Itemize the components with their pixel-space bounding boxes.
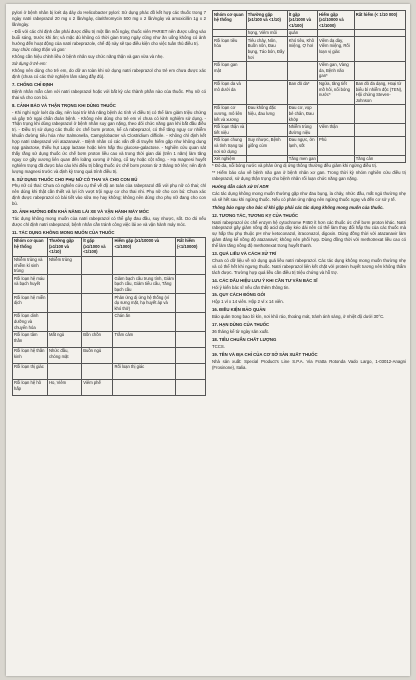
intro-paragraph: - Đối với các chỉ định cần phải được điều trị một lần mỗi ngày, thuốc viên PARIET nên được uống vào buổi sáng, trước khi ăn; và mặc dù không có thời gian trong ngày cũng như ăn uống không có ảnh hưởng đến hoạt động của natri rabeprazole, chế độ này sẽ tạo điều kiện cho việc tuân thủ điều trị. bbox=[12, 28, 206, 46]
adr-notice: Thông báo ngay cho bác sĩ khi gặp phải các tác dụng không mong muốn của thuốc. bbox=[212, 204, 384, 210]
section-body: Phụ nữ có thai: Chưa có nghiên cứu cụ thể về độ an toàn của rabeprazol đối với phụ nữ có thai; chỉ nên dùng khi thật cần thiết và lợi ích vượt trội nguy cơ cho thai nhi. Phụ nữ cho con bú: Chưa xác định được rabeprazol có bài tiết vào sữa mẹ hay không; không nên dùng cho phụ nữ đang cho con bú. bbox=[12, 183, 206, 207]
frequency-cell bbox=[246, 123, 287, 136]
organ-system-cell: Rối loạn da và mô dưới da bbox=[213, 80, 247, 104]
frequency-cell: Viêm dạ dày, Viêm miệng, Rối loạn vị giác bbox=[318, 37, 355, 61]
table-row bbox=[13, 256, 206, 275]
section-body: 36 tháng kể từ ngày sản xuất. bbox=[212, 329, 269, 334]
frequency-cell: Rối loạn thị giác bbox=[113, 363, 176, 379]
adverse-effects-table bbox=[12, 237, 206, 396]
frequency-cell bbox=[48, 312, 82, 331]
adr-guidance: Các tác dụng không mong muốn thường gặp như đau bụng, ỉa chảy, nhức đầu, mất ngủ thường nhẹ và sẽ hết sau khi ngừng thuốc. Nếu có phản ứng nặng nên ngừng thuốc ngay và đến cơ sở y tế. bbox=[212, 190, 406, 202]
frequency-cell bbox=[246, 155, 287, 163]
section-heading: 9. SỬ DỤNG THUỐC CHO PHỤ NỮ CÓ THAI VÀ CHO CON BÚ bbox=[12, 176, 138, 182]
table-row bbox=[13, 294, 206, 313]
intro-subheading: Suy chức năng thận và gan: bbox=[12, 47, 66, 53]
organ-system-cell: Rối loạn thận và tiết niệu bbox=[214, 124, 245, 135]
table-note: * Đỏ da, nổi bóng nước và phản ứng dị ứng thông thường đều giảm khi ngừng điều trị. bbox=[212, 163, 378, 169]
section-heading: 10. ẢNH HƯỞNG ĐẾN KHẢ NĂNG LÁI XE VÀ VẬN HÀNH MÁY MÓC bbox=[12, 209, 150, 215]
frequency-cell bbox=[82, 294, 113, 313]
intro-paragraph: pylori ở bệnh nhân bị loét dạ dày do Helicobacter pylori: Sử dụng phác đồ kết hợp các thuốc trong 7 ngày natri rabeprazol 20 mg x 2 lần/ngày, clarithromycin 500 mg x 2 lần/ngày và amoxicillin 1g x 2 lần/ngày. bbox=[12, 10, 206, 27]
table-header-cell: Ít gặp (≥1/1000 và <1/100) bbox=[82, 237, 113, 256]
table-row bbox=[213, 61, 406, 80]
adverse-effects-table-continued bbox=[212, 10, 406, 163]
section-body: Natri rabeprazol ức chế enzym hệ cytochrome P450 ít hơn các thuốc ức chế bơm proton khác. Natri rabeprazol gây giảm nồng độ acid dạ dày kéo dài nên có thể làm thay đổi hấp thu của các thuốc mà sự hấp thu phụ thuộc pH như ketoconazol, itraconazol, digoxin. Dùng đồng thời với atazanavir làm giảm đáng kể nồng độ atazanavir; không nên phối hợp. Dùng đồng thời với methotrexat liều cao có thể làm tăng nồng độ methotrexat trong huyết thanh. bbox=[212, 219, 406, 249]
frequency-cell: Suy nhược, Bệnh giống cúm bbox=[246, 136, 287, 155]
table-row bbox=[13, 312, 206, 331]
organ-system-cell: Rối loạn hệ miễn dịch bbox=[13, 294, 48, 313]
organ-system-cell: Rối loạn hệ hô hấp bbox=[13, 379, 48, 395]
organ-system-cell bbox=[213, 29, 247, 37]
frequency-cell: Viêm phế bbox=[82, 379, 113, 395]
frequency-cell: Giảm bạch cầu trung tính, Giảm bạch cầu, Giảm tiểu cầu, Tăng bạch cầu bbox=[114, 275, 174, 292]
frequency-cell: Buồn ngủ bbox=[82, 347, 113, 363]
table-header-cell: Thường gặp (≥1/100 và <1/10) bbox=[48, 237, 82, 256]
frequency-cell bbox=[82, 363, 113, 379]
organ-system-cell: Xét nghiệm bbox=[213, 155, 247, 163]
table-header-cell: Nhóm cơ quan hệ thống bbox=[213, 11, 247, 30]
right-column bbox=[212, 10, 406, 371]
table-row bbox=[13, 347, 206, 363]
frequency-cell bbox=[176, 363, 206, 379]
frequency-cell bbox=[318, 29, 355, 37]
table-header-cell: Ít gặp (≥1/1000 và <1/100) bbox=[287, 11, 317, 30]
frequency-cell bbox=[318, 104, 355, 123]
leaflet-page bbox=[6, 4, 410, 676]
frequency-cell: Nhức đầu, chóng mặt bbox=[48, 347, 82, 363]
frequency-cell bbox=[82, 312, 113, 331]
table-row bbox=[213, 80, 406, 104]
organ-system-cell: Rối loạn tiêu hóa bbox=[213, 37, 247, 61]
frequency-cell: Phù bbox=[318, 136, 355, 155]
frequency-cell bbox=[176, 379, 206, 395]
section-heading: 15. QUY CÁCH ĐÓNG GÓI bbox=[212, 292, 266, 298]
frequency-cell: Tăng cân bbox=[354, 155, 405, 163]
section-body: Chưa có dữ liệu về sử dụng quá liều natri rabeprazol. Các tác dụng không mong muốn thường nhẹ và có thể hết khi ngưng thuốc. Natri rabeprazol liên kết chặt với protein huyết tương nên không thẩm tách được. Trường hợp quá liều cần điều trị triệu chứng và hỗ trợ. bbox=[212, 257, 406, 275]
table-header-cell: Nhóm cơ quan hệ thống bbox=[13, 237, 48, 256]
frequency-cell: Đau cơ, vọp bẻ chân, Đau khớp bbox=[287, 104, 317, 123]
frequency-cell: Nhiễm trùng đường niệu bbox=[287, 123, 317, 136]
intro-paragraph: Không cần hiệu chỉnh liều ở bệnh nhân suy chức năng thận và gan vừa và nhẹ. bbox=[12, 54, 164, 60]
table-header-cell: Thường gặp (≥1/100 và <1/10) bbox=[246, 11, 287, 30]
frequency-cell bbox=[354, 104, 405, 123]
frequency-cell: Trầm cảm bbox=[113, 331, 176, 347]
frequency-cell: Ngứa, tăng tiết mồ hôi, nổi bóng nước* bbox=[318, 80, 355, 104]
left-column bbox=[12, 10, 206, 396]
frequency-cell: Ban đỏ đa dạng, Hoại tử biểu bì nhiễm độc (TEN), Hội chứng Steven-Johnson bbox=[354, 80, 405, 104]
frequency-cell bbox=[354, 136, 405, 155]
frequency-cell: Tiêu chảy, Nôn, Buồn nôn, Đau bụng, Táo bón, Đầy hơi bbox=[246, 37, 287, 61]
section-heading: 8. CẢNH BÁO VÀ THẬN TRỌNG KHI DÙNG THUỐC bbox=[12, 102, 116, 108]
section-heading: 16. ĐIỀU KIỆN BẢO QUẢN bbox=[212, 307, 266, 313]
organ-system-cell: Rối loạn hệ máu và bạch huyết bbox=[13, 275, 48, 294]
frequency-cell bbox=[82, 275, 113, 294]
frequency-cell: Khó tiêu, Khô miệng, Ợ hơi bbox=[287, 37, 317, 61]
frequency-cell: Chán ăn bbox=[113, 312, 176, 331]
table-row bbox=[13, 363, 206, 379]
section-body: - Khi nghi ngờ loét dạ dày, nên loại trừ khả năng bệnh ác tính vì điều trị có thể làm giảm triệu chứng và gây trở ngại chẩn đoán bệnh. - Không nên dùng cho trẻ em vì chưa có kinh nghiệm sử dụng. - Thận trọng khi dùng rabeprazol ở bệnh nhân suy gan nặng, theo dõi chức năng gan khi bắt đầu điều trị. - Điều trị sử dụng các thuốc ức chế bơm proton, kể cả rabeprazol, có thể tăng nguy cơ nhiễm khuẩn đường tiêu hóa như Salmonella, Campylobacter và Clostridium difficile. - Không chỉ định kết hợp natri rabeprazol với atazanavir. - Bệnh nhân có các vấn đề di truyền hiếm gặp như không dung nạp galactose, thiếu hụt Lapp lactase hoặc kém hấp thu glucose-galactose. - Nghiên cứu quan sát thấy rằng sử dụng thuốc ức chế bơm proton liều cao và trong thời gian dài (trên 1 năm) làm tăng nguy cơ gãy xương liên quan đến loãng xương ở hông, cổ tay hoặc cột sống. - Hạ magnesi huyết nghiêm trọng đã được báo cáo khi điều trị bằng thuốc ức chế bơm proton từ 3 tháng trở lên; nên định lượng magnesi trước và định kỳ trong quá trình điều trị. bbox=[12, 109, 206, 174]
section-heading: 7. CHỐNG CHỈ ĐỊNH bbox=[12, 81, 54, 87]
section-body: TCCS. bbox=[212, 343, 225, 349]
frequency-cell bbox=[176, 312, 206, 331]
frequency-cell bbox=[246, 80, 287, 104]
frequency-cell bbox=[176, 347, 206, 363]
frequency-cell bbox=[176, 275, 206, 294]
organ-system-cell: Rối loạn tâm thần bbox=[13, 331, 48, 347]
section-body: Bảo quản trong bao bì kín, nơi khô ráo, thoáng mát, tránh ánh sáng, ở nhiệt độ dưới 30°C. bbox=[212, 314, 385, 320]
table-row bbox=[13, 379, 206, 395]
section-heading: 13. QUÁ LIỀU VÀ CÁCH XỬ TRÍ bbox=[212, 251, 277, 257]
table-row bbox=[213, 136, 406, 155]
frequency-cell: họng, Viêm mũi bbox=[246, 29, 287, 37]
table-row bbox=[13, 331, 206, 347]
frequency-cell bbox=[176, 256, 206, 275]
frequency-cell: Tăng men gan bbox=[288, 156, 316, 162]
section-heading: 11. TÁC DỤNG KHÔNG MONG MUỐN CỦA THUỐC bbox=[12, 229, 115, 235]
frequency-cell bbox=[113, 256, 176, 275]
section-body: Hộp 1 vỉ x 14 viên. Hộp 2 vỉ x 14 viên. bbox=[212, 299, 284, 305]
intro-subheading: Sử dụng ở trẻ em: bbox=[12, 61, 47, 67]
table-row bbox=[13, 275, 206, 294]
table-header-cell: Hiếm gặp (≥1/10000 và <1/1000) bbox=[318, 11, 355, 30]
frequency-cell: Đau không đặc hiệu, đau lưng bbox=[246, 104, 287, 123]
frequency-cell: Phản ứng dị ứng hệ thống (ví dụ sưng mặt, hạ huyết áp và khó thở) bbox=[113, 294, 176, 313]
table-header-cell: Rất hiếm (< 1/10 000) bbox=[354, 11, 405, 30]
adr-guidance-title: Hướng dẫn cách xử trí ADR bbox=[212, 183, 269, 189]
section-heading: 19. TÊN VÀ ĐỊA CHỈ CỦA CƠ SỞ SẢN XUẤT THUỐC bbox=[212, 351, 318, 357]
frequency-cell bbox=[354, 123, 405, 136]
frequency-cell: Bồn chồn bbox=[82, 331, 113, 347]
table-note: ** Hiếm báo cáo về bệnh não gan ở bệnh nhân xơ gan. Trong thời kỳ nhóm nghiên cứu điều trị rabeprazol, sử dụng thận trọng cho bệnh nhân rối loạn chức năng gan nặng. bbox=[212, 170, 406, 182]
table-header-cell: Hiếm gặp (≥1/10000 và <1/1000) bbox=[113, 237, 176, 256]
table-row bbox=[213, 155, 406, 163]
frequency-cell bbox=[113, 347, 176, 363]
frequency-cell: Viêm gan, Vàng da, Bệnh não gan* bbox=[318, 61, 355, 80]
section-body: Tác dụng không mong muốn của natri rabeprazol có thể gây đau đầu, suy nhược, sốt. Do đó nếu được chỉ định natri rabeprazol, bệnh nhân cần tránh công việc lái xe và vận hành máy móc. bbox=[12, 216, 206, 227]
organ-system-cell: Rối loạn hệ thần kinh bbox=[13, 347, 48, 363]
frequency-cell bbox=[176, 331, 206, 347]
frequency-cell: Ho, Viêm bbox=[48, 379, 82, 395]
frequency-cell bbox=[354, 29, 405, 37]
frequency-cell bbox=[48, 294, 82, 313]
section-heading: 17. HẠN DÙNG CỦA THUỐC bbox=[212, 322, 270, 328]
table-header-row bbox=[13, 237, 206, 256]
organ-system-cell: Nhiễm trùng và nhiễm kí sinh trùng bbox=[13, 256, 48, 275]
frequency-cell bbox=[48, 275, 82, 294]
section-heading: 18. TIÊU CHUẨN CHẤT LƯỢNG bbox=[212, 336, 277, 342]
frequency-cell: Mất ngủ bbox=[48, 331, 82, 347]
frequency-cell: Nhiễm trùng bbox=[48, 256, 82, 275]
organ-system-cell: Rối loạn chung và tình trạng tại nơi sử dụng bbox=[213, 136, 247, 155]
frequency-cell bbox=[354, 37, 405, 61]
table-row bbox=[213, 123, 406, 136]
table-header-row bbox=[213, 11, 406, 30]
table-row bbox=[213, 37, 406, 61]
frequency-cell bbox=[318, 155, 355, 163]
frequency-cell: Đau ngực, ớn lạnh, sốt bbox=[287, 136, 317, 155]
section-body: Hỏi ý kiến bác sĩ nếu cần thêm thông tin. bbox=[212, 284, 290, 290]
frequency-cell bbox=[246, 61, 287, 80]
frequency-cell: Ban đỏ da* bbox=[287, 80, 317, 104]
organ-system-cell: Rối loạn gan mật bbox=[213, 61, 247, 80]
frequency-cell bbox=[113, 379, 176, 395]
section-heading: 14. CÁC DẤU HIỆU LƯU Ý KHI CẦN TƯ VẤN BÁC SĨ bbox=[212, 277, 318, 283]
table-row bbox=[213, 104, 406, 123]
table-header-cell: Rất hiếm (<1/10000) bbox=[176, 237, 206, 256]
frequency-cell bbox=[287, 61, 317, 80]
table-row bbox=[213, 29, 406, 37]
frequency-cell bbox=[48, 363, 82, 379]
frequency-cell: Viêm thận bbox=[318, 123, 355, 136]
frequency-cell bbox=[354, 61, 405, 80]
section-heading: 12. TƯƠNG TÁC, TƯƠNG KỴ CỦA THUỐC bbox=[212, 212, 299, 218]
organ-system-cell: Rối loạn dinh dưỡng và chuyển hóa bbox=[13, 312, 48, 331]
organ-system-cell: Rối loạn cơ xương, mô liên kết và xương bbox=[213, 104, 247, 123]
frequency-cell: quản bbox=[287, 29, 317, 37]
intro-paragraph: Không nên dùng cho trẻ em, do dữ an toàn khi sử dụng natri rabeprazol cho trẻ em chưa được xác định (chưa có các thử nghiệm lâm sàng đầy đủ). bbox=[12, 68, 206, 80]
frequency-cell bbox=[82, 256, 113, 275]
frequency-cell bbox=[176, 294, 206, 313]
section-body: Bệnh nhân mẫn cảm với natri rabeprazol hoặc với bất kỳ các thành phần nào của thuốc. Phụ nữ có thai và cho con bú. bbox=[12, 88, 206, 100]
organ-system-cell: Rối loạn thị giác bbox=[13, 363, 48, 379]
section-body: Nhà sản xuất: Special Product's Line S.P.A. Via Fratta Rotonda Vado Largo, 1-03012-Anagni (Frosinone), Italia. bbox=[212, 358, 406, 370]
